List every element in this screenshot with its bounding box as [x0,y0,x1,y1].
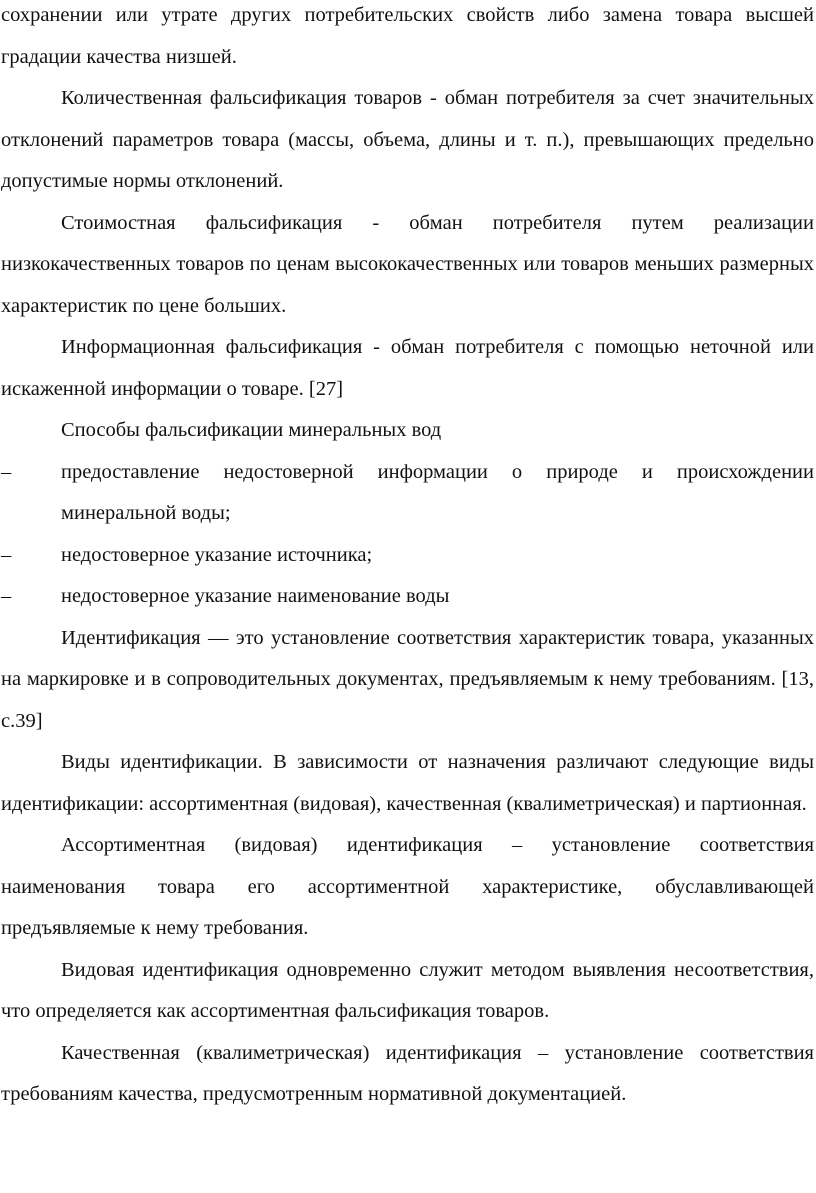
list-item-text: предоставление недостоверной информации о природе и происхождении минеральной воды; [61,460,814,524]
list-item [1,576,814,618]
list-item-text: недостоверное указание наименование воды [61,585,450,607]
dash-bullet: – [1,585,12,607]
paragraph-quality-identification: Качественная (квалиметрическая) идентификация – установление соответствия требованиям качества, предусмотренным нормативной документацией. [1,1041,814,1105]
list-item [1,452,814,535]
paragraph-species-identification: Видовая идентификация одновременно служит методом выявления несоответствия, что определяется как ассортиментная фальсификация товаров. [1,958,814,1022]
falsification-methods-list [1,452,814,618]
dash-bullet: – [1,460,12,483]
paragraph-continuation: сохранении или утрате других потребительских свойств либо замена товара высшей градации качества низшей. [1,4,814,68]
paragraph-cost-falsification: Стоимостная фальсификация - обман потребителя путем реализации низкокачественных товаров по ценам высококачественных или товаров меньших размерных характеристик по цене больших. [1,211,814,317]
list-heading: Способы фальсификации минеральных вод [61,419,442,441]
paragraph-identification-types: Виды идентификации. В зависимости от назначения различают следующие виды идентификации: ассортиментная (видовая), качественная (квалиметрическая) и партионная. [1,751,814,815]
paragraph-identification-definition: Идентификация — это установление соответствия характеристик товара, указанных на маркировке и в сопроводительных документах, предъявляемым к нему требованиям. [13, с.39] [1,626,814,732]
list-item-text: недостоверное указание источника; [61,543,373,566]
paragraph-information-falsification: Информационная фальсификация - обман потребителя с помощью неточной или искаженной информации о товаре. [27] [1,336,814,400]
list-item [1,535,814,577]
paragraph-quantitative-falsification: Количественная фальсификация товаров - обман потребителя за счет значительных отклонений параметров товара (массы, объема, длины и т. п.), превышающих предельно допустимые нормы отклонений. [1,87,814,192]
paragraph-assortment-identification: Ассортиментная (видовая) идентификация – установление соответствия наименования товара его ассортиментной характеристике, обуславливающей предъявляемые к нему требования. [1,834,814,939]
dash-bullet: – [1,543,12,566]
